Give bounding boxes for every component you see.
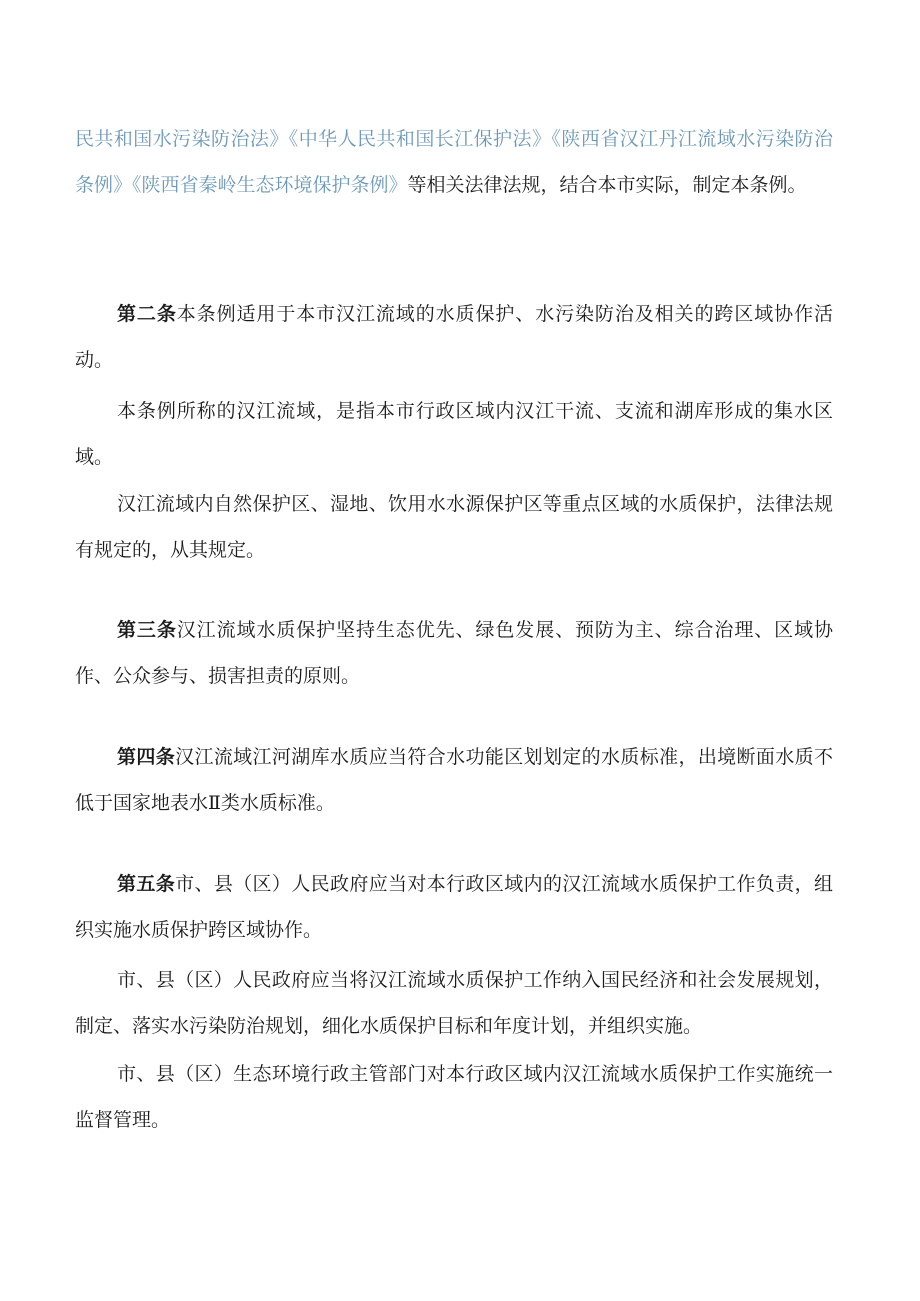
article-2-paragraph-1 (75, 291, 833, 383)
article-4-paragraph-1 (75, 734, 833, 826)
article-text: 汉江流域水质保护坚持生态优先、绿色发展、预防为主、综合治理、区域协作、公众参与、损害担责的原则。 (75, 619, 833, 687)
law-link-water-pollution[interactable]: 民共和国水污染防治法》 (75, 128, 289, 150)
intro-tail-text: 等相关法律法规，结合本市实际，制定本条例。 (407, 174, 807, 196)
article-number: 第二条 (117, 303, 177, 325)
article-number: 第三条 (117, 619, 177, 641)
intro-paragraph (75, 116, 833, 208)
article-5-paragraph-3: 市、县（区）生态环境行政主管部门对本行政区域内汉江流域水质保护工作实施统一监督管理。 (75, 1063, 833, 1131)
article-5-paragraph-2: 市、县（区）人民政府应当将汉江流域水质保护工作纳入国民经济和社会发展规划，制定、落实水污染防治规划，细化水质保护目标和年度计划，并组织实施。 (75, 969, 833, 1037)
article-text: 汉江流域江河湖库水质应当符合水功能区划划定的水质标准，出境断面水质不低于国家地表水Ⅱ类水质标准。 (75, 746, 833, 814)
article-5-paragraph-1 (75, 861, 833, 953)
law-link-yangtze-protection[interactable]: 《中华人民共和国长江保护法》 (288, 128, 552, 150)
law-link-qinling-protection[interactable]: 《陕西省秦岭生态环境保护条例》 (132, 174, 408, 196)
law-link-hanjiang-danjiang[interactable]: 《陕西省汉江丹江流域水污染防治条例》 (75, 128, 833, 196)
article-text: 本条例适用于本市汉江流域的水质保护、水污染防治及相关的跨区域协作活动。 (75, 303, 833, 371)
article-2-paragraph-2: 本条例所称的汉江流域，是指本市行政区域内汉江干流、支流和湖库形成的集水区域。 (75, 400, 833, 468)
article-number: 第四条 (117, 746, 176, 768)
article-text: 市、县（区）人民政府应当对本行政区域内的汉江流域水质保护工作负责，组织实施水质保护跨区域协作。 (75, 873, 833, 941)
article-2-paragraph-3: 汉江流域内自然保护区、湿地、饮用水水源保护区等重点区域的水质保护，法律法规有规定的，从其规定。 (75, 493, 833, 561)
article-number: 第五条 (117, 873, 176, 895)
article-3-paragraph-1 (75, 607, 833, 699)
